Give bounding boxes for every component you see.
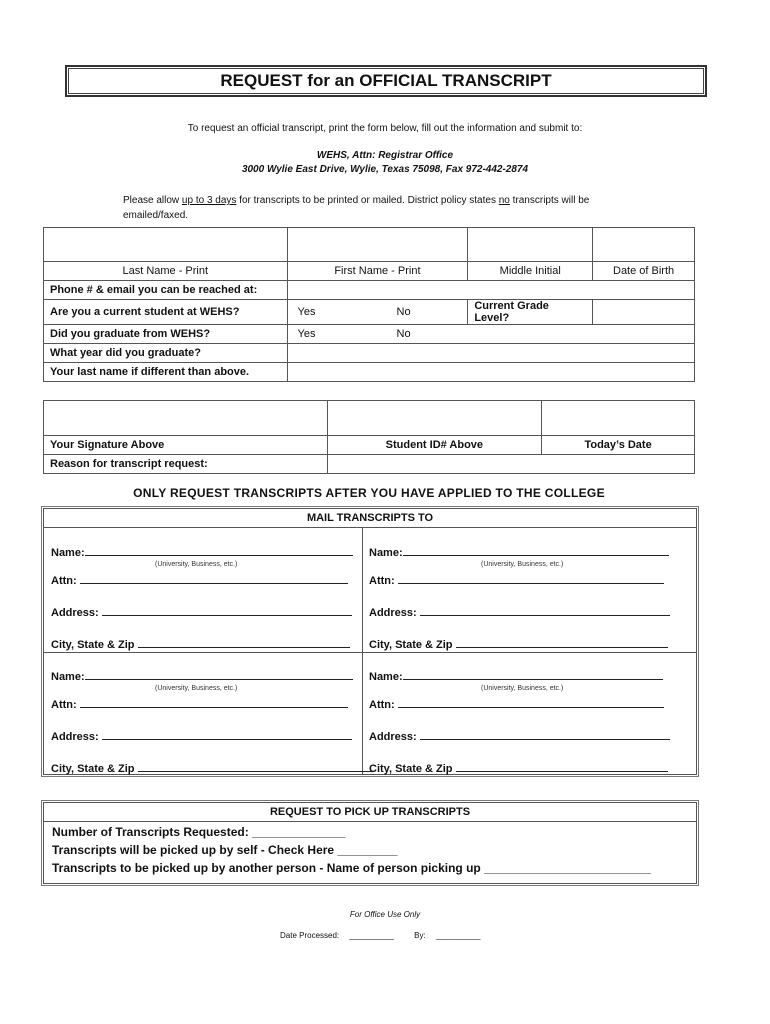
grad-year-input[interactable]	[287, 344, 694, 363]
dob-input[interactable]	[593, 228, 695, 262]
reason-label: Reason for transcript request:	[44, 455, 328, 474]
attn-field: Attn:	[369, 573, 664, 587]
former-name-input[interactable]	[287, 363, 694, 382]
name-hint: (University, Business, etc.)	[155, 685, 238, 692]
name-hint: (University, Business, etc.)	[481, 561, 564, 568]
pickup-header: REQUEST TO PICK UP TRANSCRIPTS	[44, 803, 696, 822]
date-processed-label: Date Processed:	[280, 931, 340, 940]
yes-option[interactable]: Yes	[297, 306, 316, 318]
first-name-label: First Name - Print	[287, 262, 468, 281]
address-line-2: 3000 Wylie East Drive, Wylie, Texas 75098, Fax 972-442-2874	[241, 164, 529, 175]
name-field: Name:	[369, 545, 669, 559]
mail-header: MAIL TRANSCRIPTS TO	[44, 509, 696, 528]
phone-input[interactable]	[287, 281, 694, 300]
current-student-label: Are you a current student at WEHS?	[44, 300, 288, 325]
apply-warning: ONLY REQUEST TRANSCRIPTS AFTER YOU HAVE APPLIED TO THE COLLEGE	[133, 486, 605, 500]
processed-by-blank: __________	[435, 931, 481, 940]
address-line-1: WEHS, Attn: Registrar Office	[316, 150, 454, 161]
date-input[interactable]	[542, 401, 695, 436]
student-info-table	[43, 227, 695, 382]
mail-address-block-4[interactable]	[369, 669, 674, 779]
grade-level-input[interactable]	[593, 300, 695, 325]
mail-address-block-2[interactable]	[369, 545, 674, 655]
city-state-zip-field: City, State & Zip	[51, 761, 374, 775]
grade-level-label: Current Grade Level?	[468, 300, 593, 325]
reason-input[interactable]	[327, 455, 694, 474]
dob-label: Date of Birth	[593, 262, 695, 281]
no-option[interactable]: No	[396, 328, 411, 340]
date-processed-blank: __________	[349, 931, 394, 940]
name-field: Name:	[51, 669, 353, 683]
address-field: Address:	[369, 729, 670, 743]
yes-option[interactable]: Yes	[297, 328, 316, 340]
graduated-options[interactable]	[287, 325, 694, 344]
city-state-zip-field: City, State & Zip	[51, 637, 350, 651]
graduated-label: Did you graduate from WEHS?	[44, 325, 288, 344]
current-student-options[interactable]	[287, 300, 468, 325]
name-field: Name:	[369, 669, 663, 683]
address-field: Address:	[51, 729, 352, 743]
attn-field: Attn:	[51, 573, 348, 587]
pickup-section	[43, 802, 697, 884]
intro-text: To request an official transcript, print the form below, fill out the information and submit to:	[187, 123, 583, 134]
last-name-label: Last Name - Print	[44, 262, 288, 281]
former-name-label: Your last name if different than above.	[44, 363, 288, 382]
pickup-other-field[interactable]: Transcripts to be picked up by another person - Name of person picking up _________________________	[52, 861, 651, 875]
no-option[interactable]: No	[396, 306, 411, 318]
form-title: REQUEST for an OFFICIAL TRANSCRIPT	[65, 65, 707, 97]
address-field: Address:	[369, 605, 670, 619]
last-name-input[interactable]	[44, 228, 288, 262]
phone-label: Phone # & email you can be reached at:	[44, 281, 288, 300]
office-use-label: For Office Use Only	[349, 910, 421, 919]
student-id-label: Student ID# Above	[327, 436, 542, 455]
attn-field: Attn:	[369, 697, 664, 711]
student-id-input[interactable]	[327, 401, 542, 436]
office-processing-line	[280, 931, 480, 940]
transcript-count-field[interactable]: Number of Transcripts Requested: ______________	[52, 825, 346, 839]
name-hint: (University, Business, etc.)	[481, 685, 564, 692]
address-field: Address:	[51, 605, 352, 619]
mail-address-block-3[interactable]	[51, 669, 356, 779]
processed-by-label: By:	[414, 931, 426, 940]
attn-field: Attn:	[51, 697, 348, 711]
middle-initial-input[interactable]	[468, 228, 593, 262]
date-label: Today’s Date	[542, 436, 695, 455]
signature-input[interactable]	[44, 401, 328, 436]
name-field: Name:	[51, 545, 353, 559]
signature-table	[43, 400, 695, 474]
name-hint: (University, Business, etc.)	[155, 561, 238, 568]
mail-address-block-1[interactable]	[51, 545, 356, 655]
notice-text: Please allow up to 3 days for transcripts to be printed or mailed. District policy states no transcripts will be emailed/faxed.	[123, 195, 590, 221]
city-state-zip-field: City, State & Zip	[369, 637, 668, 651]
first-name-input[interactable]	[287, 228, 468, 262]
grad-year-label: What year did you graduate?	[44, 344, 288, 363]
city-state-zip-field: City, State & Zip	[369, 761, 668, 775]
middle-initial-label: Middle Initial	[468, 262, 593, 281]
signature-label: Your Signature Above	[44, 436, 328, 455]
pickup-self-field[interactable]: Transcripts will be picked up by self - Check Here _________	[52, 843, 398, 857]
